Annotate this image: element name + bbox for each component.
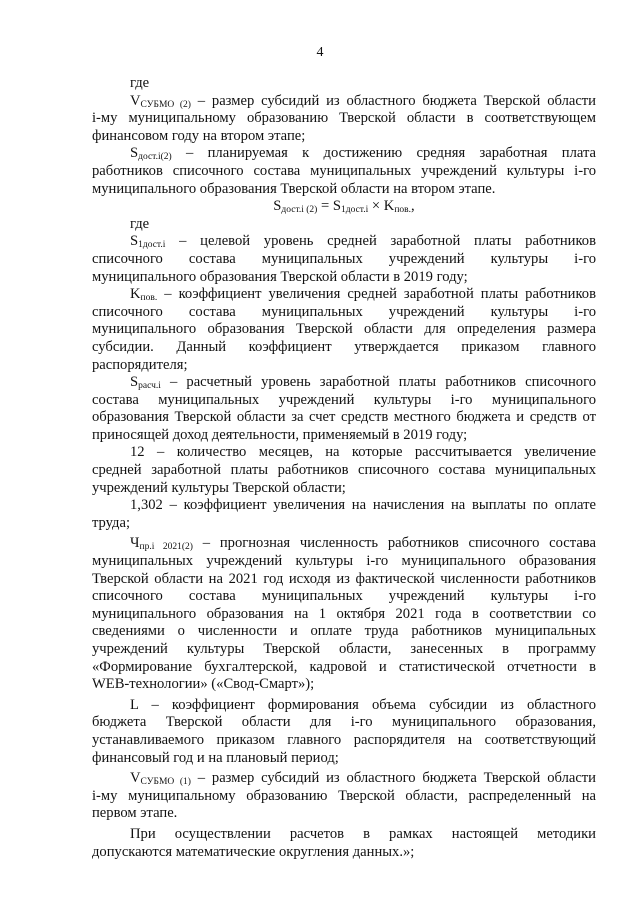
paragraph-final-note: При осуществлении расчетов в рамках настоящей методики допускаются математические округления данных.»; [92,825,596,860]
formula: $S_{дост.i (2)} = S_{1дост.i} \times K_{пов.}$, [273,198,415,216]
paragraph-12-months: 12 – количество месяцев, на которые рассчитывается увеличение средней заработной платы работников списочного состава муниципальных учреждений культуры Тверской области; [92,444,596,496]
document-body [92,75,596,861]
paragraph-coefficient-1302: 1,302 – коэффициент увеличения на начисления на выплаты по оплате труда; [92,497,596,531]
paragraph-v-submo-1: $V_{СУБМО (1)}$ – размер субсидий из областного бюджета Тверской области i-му муниципальному образованию Тверской области, распределенный на первом этапе. [92,770,596,822]
where-label-2: где [130,215,150,232]
paragraph-s1-dost: $S_{1дост.i}$ – целевой уровень средней заработной платы работников списочного состава муниципальных учреждений культуры i-го муниципального образования Тверской области в 2019 году; [92,233,596,285]
paragraph-s-dost: $S_{дост.i(2)}$ – планируемая к достижению средняя заработная плата работников списочного состава муниципальных учреждений культуры i-го муниципального образования Тверской области на втором этапе. [92,145,596,197]
where-label-1: где [130,75,150,91]
paragraph-l-coefficient: L – коэффициент формирования объема субсидии из областного бюджета Тверской области для i-го муниципального образования, устанавливаемого приказом главного распорядителя на соответствующий финансовый год и на плановый период; [92,696,596,766]
paragraph-ch-pr: $Ч_{пр.i 2021(2)}$ – прогнозная численность работников списочного состава муниципальных учреждений культуры i-го муниципального образования Тверской области на 2021 год исходя из фактической численности работников списочного состава муниципальных учреждений культуры i-го муниципального образования на 1 октября 2021 года в соответствии со сведениями о численности и оплате труда работников муниципальных учреждений культуры Тверской области, занесенных в программу «Формирование бухгалтерской, кадровой и статистической отчетности в WEB-технологии» («Свод-Смарт»); [92,535,596,693]
paragraph-k-pov: $K_{пов.}$ – коэффициент увеличения средней заработной платы работников списочного состава муниципальных учреждений культуры i-го муниципального образования Тверской области для определения размера субсидии. Данный коэффициент утверждается приказом главного распорядителя; [92,286,596,373]
paragraph-s-rasch: $S_{расч.i}$ – расчетный уровень заработной платы работников списочного состава муниципальных учреждений культуры i-го муниципального образования Тверской области за счет средств местного бюджета и средств от приносящей доход деятельности, применяемый в 2019 году; [92,374,596,443]
page-number: 4 [316,45,324,60]
paragraph-v-submo-2: $V_{СУБМО (2)}$ – размер субсидий из областного бюджета Тверской области i-му муниципальному образованию Тверской области в соответствующем финансовом году на втором этапе; [92,92,596,144]
